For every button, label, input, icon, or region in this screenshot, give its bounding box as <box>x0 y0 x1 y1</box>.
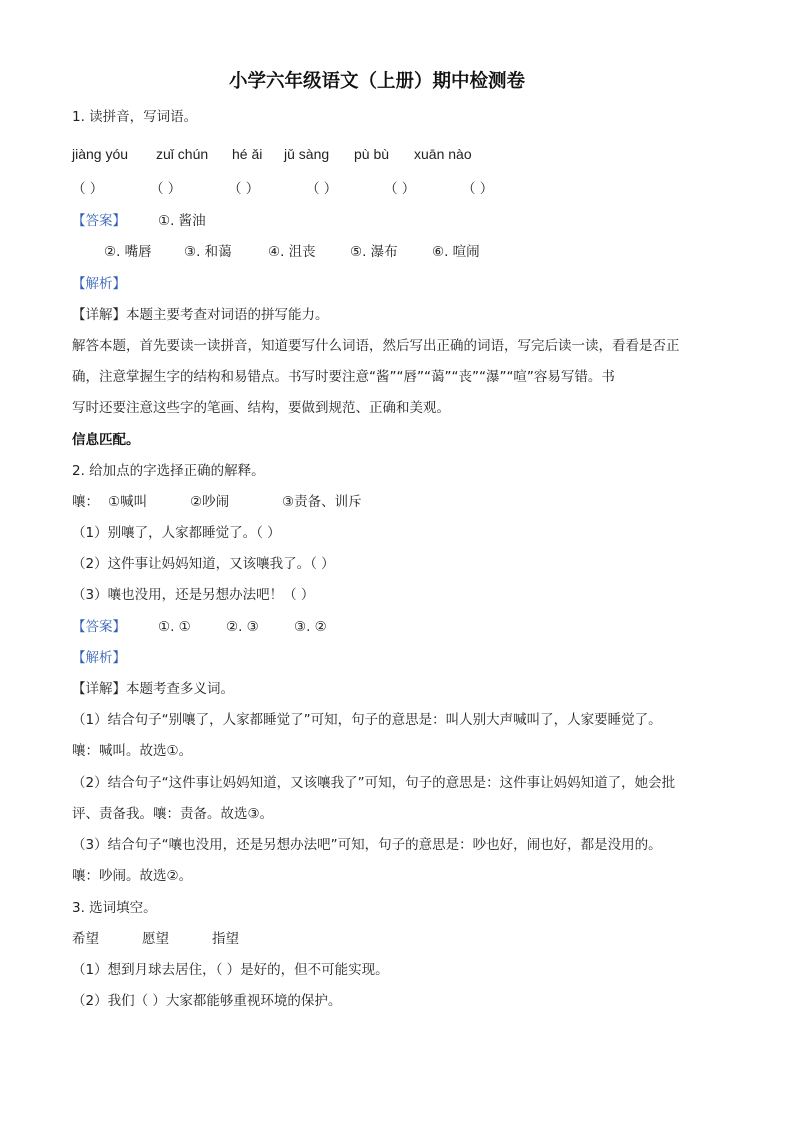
q2-answer-1: ①. ① <box>158 619 191 635</box>
q1-blank-4: （ ） <box>306 181 338 197</box>
q2-definition-3: ③责备、训斥 <box>282 494 362 510</box>
q2-item-1: （1）别嚷了，人家都睡觉了。（ ） <box>72 525 281 541</box>
q1-detail-label: 【详解】 <box>72 307 126 323</box>
q1-pinyin-4: jǔ sàng <box>284 146 330 162</box>
q1-pinyin-6: xuān nào <box>414 146 472 162</box>
q1-pinyin-2: zuǐ chún <box>156 146 209 162</box>
q2-explanation-line-4: 评、责备我。嚷：责备。故选③。 <box>72 806 274 822</box>
q2-detail-text: 本题考查多义词。 <box>126 681 234 697</box>
q2-answer-label: 【答案】 <box>72 619 126 635</box>
q1-blank-3: （ ） <box>228 181 260 197</box>
q1-explanation-line-1: 解答本题，首先要读一读拼音，知道要写什么词语，然后写出正确的词语，写完后读一读，看看是否正 <box>72 338 680 354</box>
q1-pinyin-1: jiàng yóu <box>72 146 129 162</box>
q1-question: 1. 读拼音，写词语。 <box>72 109 198 125</box>
q2-analysis-label: 【解析】 <box>72 650 126 666</box>
q2-answer-2: ②. ③ <box>226 619 259 635</box>
section-heading: 信息匹配。 <box>72 432 140 448</box>
q2-explanation-line-1: （1）结合句子“别嚷了，人家都睡觉了”可知，句子的意思是：叫人别大声喊叫了，人家要睡觉了。 <box>72 712 662 728</box>
q2-item-2: （2）这件事让妈妈知道，又该嚷我了。（ ） <box>72 556 335 572</box>
q3-word-1: 希望 <box>72 931 99 947</box>
q2-definition-1: ①喊叫 <box>108 494 148 510</box>
q2-answer-3: ③. ② <box>294 619 327 635</box>
q2-explanation-line-6: 嚷：吵闹。故选②。 <box>72 868 193 884</box>
q3-item-1: （1）想到月球去居住，（ ）是好的，但不可能实现。 <box>72 962 389 978</box>
q3-word-2: 愿望 <box>142 931 169 947</box>
q2-definition-label: 嚷： <box>72 494 99 510</box>
q1-answer-4: ④. 沮丧 <box>268 244 316 260</box>
q1-blank-5: （ ） <box>384 181 416 197</box>
q1-blank-1: （ ） <box>72 181 104 197</box>
q1-pinyin-5: pù bù <box>354 146 390 162</box>
q2-detail-label: 【详解】 <box>72 681 126 697</box>
q1-blank-6: （ ） <box>462 181 494 197</box>
q1-explanation-line-3: 写时还要注意这些字的笔画、结构，要做到规范、正确和美观。 <box>72 400 450 416</box>
q1-detail-text: 本题主要考查对词语的拼写能力。 <box>126 307 329 323</box>
q3-word-3: 指望 <box>212 931 239 947</box>
q2-question: 2. 给加点的字选择正确的解释。 <box>72 463 265 479</box>
q1-analysis-label: 【解析】 <box>72 276 126 292</box>
q1-explanation-line-2: 确，注意掌握生字的结构和易错点。书写时要注意“酱”“唇”“蔼”“丧”“瀑”“喧”容易写错。书 <box>72 369 615 385</box>
page-title: 小学六年级语文（上册）期中检测卷 <box>229 71 526 92</box>
q1-answer-1: ①. 酱油 <box>158 213 206 229</box>
q2-explanation-line-2: 嚷：喊叫。故选①。 <box>72 743 193 759</box>
q3-question: 3. 选词填空。 <box>72 900 157 916</box>
q1-detail <box>72 309 329 323</box>
q1-answer-5: ⑤. 瀑布 <box>350 244 398 260</box>
q2-definition-2: ②吵闹 <box>190 494 230 510</box>
q3-item-2: （2）我们（ ）大家都能够重视环境的保护。 <box>72 993 342 1009</box>
q1-blank-2: （ ） <box>150 181 182 197</box>
q2-item-3: （3）嚷也没用，还是另想办法吧！（ ） <box>72 587 315 603</box>
q2-explanation-line-5: （3）结合句子“嚷也没用，还是另想办法吧”可知，句子的意思是：吵也好，闹也好，都是没用的。 <box>72 837 662 853</box>
q1-pinyin-3: hé ǎi <box>232 146 263 162</box>
q1-answer-6: ⑥. 喧闹 <box>432 244 480 260</box>
q2-explanation-line-3: （2）结合句子“这件事让妈妈知道，又该嚷我了”可知，句子的意思是：这件事让妈妈知道了，她会批 <box>72 775 676 791</box>
q1-answer-3: ③. 和蔼 <box>184 244 232 260</box>
q2-detail <box>72 683 234 697</box>
q1-answer-label: 【答案】 <box>72 213 126 229</box>
q1-answer-2: ②. 嘴唇 <box>104 244 152 260</box>
